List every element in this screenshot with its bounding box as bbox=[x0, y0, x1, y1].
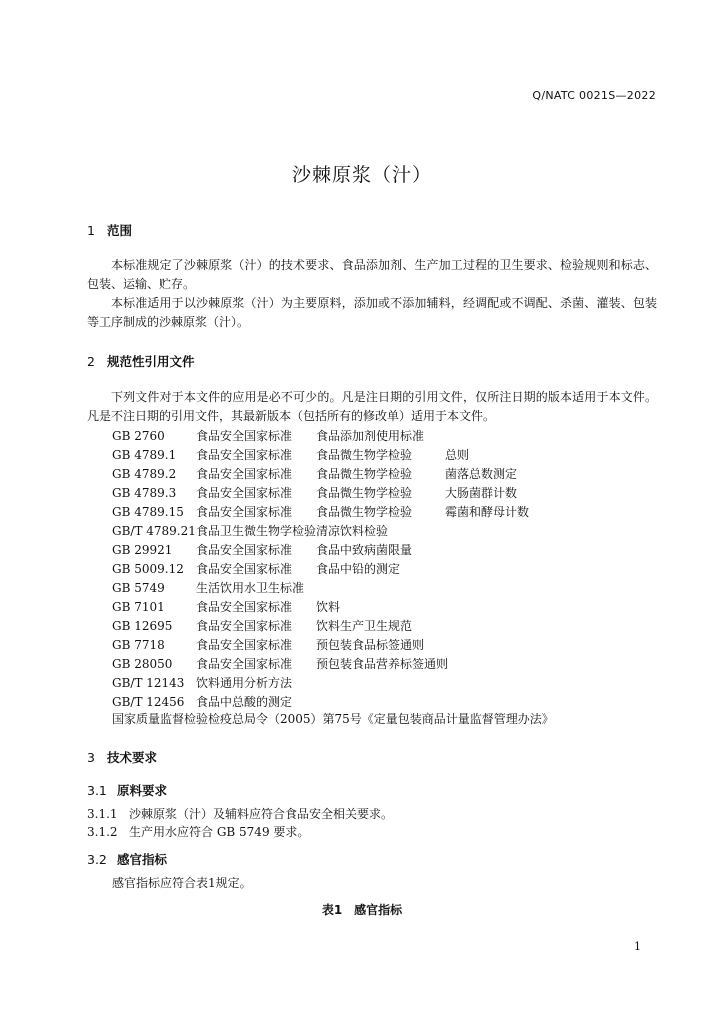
decree-reference: 国家质量监督检验检疫总局令（2005）第75号《定量包装商品计量监督管理办法》 bbox=[112, 712, 554, 726]
reference-code: GB 7101 bbox=[112, 600, 165, 614]
subsection-3-1-heading bbox=[87, 781, 167, 799]
section-1-heading bbox=[87, 221, 132, 239]
section-number: 2 bbox=[87, 354, 95, 369]
clause-text: 生产用水应符合 GB 5749 要求。 bbox=[129, 825, 310, 839]
scope-paragraph-1: 本标准规定了沙棘原浆（汁）的技术要求、食品添加剂、生产加工过程的卫生要求、检验规则和标志、包装、运输、贮存。 bbox=[87, 258, 657, 291]
reference-title-part-1: 食品安全国家标准 bbox=[196, 448, 293, 462]
section-title: 范围 bbox=[107, 223, 133, 238]
reference-code: GB 12695 bbox=[112, 619, 173, 633]
subsection-title: 原料要求 bbox=[117, 783, 168, 798]
sensory-requirement-text: 感官指标应符合表1规定。 bbox=[112, 876, 252, 890]
reference-title-part-1: 饮料通用分析方法 bbox=[196, 676, 293, 690]
reference-title-part-2: 饮料 bbox=[316, 600, 341, 614]
section-2-heading bbox=[87, 352, 195, 370]
reference-title-part-2: 食品中致病菌限量 bbox=[316, 543, 413, 557]
section-title: 技术要求 bbox=[107, 750, 158, 765]
reference-code: GB 5749 bbox=[112, 581, 165, 595]
reference-code: GB 7718 bbox=[112, 638, 165, 652]
reference-title-part-3: 大肠菌群计数 bbox=[445, 486, 518, 500]
subsection-3-2-heading bbox=[87, 850, 167, 868]
reference-title-part-1: 食品安全国家标准 bbox=[196, 657, 293, 671]
reference-title-part-1: 食品安全国家标准 bbox=[196, 638, 293, 652]
reference-code: GB 4789.2 bbox=[112, 467, 177, 481]
page-title: 沙棘原浆（汁） bbox=[291, 164, 432, 186]
scope-paragraph-2: 本标准适用于以沙棘原浆（汁）为主要原料，添加或不添加辅料，经调配或不调配、杀菌、灌装、包装等工序制成的沙棘原浆（汁）。 bbox=[87, 296, 657, 329]
reference-title-part-3: 菌落总数测定 bbox=[445, 467, 518, 481]
reference-code: GB 4789.3 bbox=[112, 486, 177, 500]
reference-title-part-1: 食品安全国家标准 bbox=[196, 429, 293, 443]
clause-number: 3.1.1 bbox=[87, 807, 118, 821]
section-3-heading bbox=[87, 748, 157, 766]
clause-text: 沙棘原浆（汁）及辅料应符合食品安全相关要求。 bbox=[129, 807, 394, 821]
table-caption: 表1 感官指标 bbox=[321, 903, 403, 917]
reference-title-part-1: 食品卫生微生物学检验 bbox=[196, 524, 317, 538]
standard-code: Q/NATC 0021S—2022 bbox=[532, 89, 656, 102]
reference-title-part-1: 食品安全国家标准 bbox=[196, 619, 293, 633]
reference-code: GB 4789.1 bbox=[112, 448, 177, 462]
reference-code: GB 28050 bbox=[112, 657, 173, 671]
reference-code: GB/T 12143 bbox=[112, 676, 185, 690]
clause-3-1-2 bbox=[87, 823, 309, 842]
reference-title-part-2: 食品添加剂使用标准 bbox=[316, 429, 425, 443]
reference-title-part-1: 食品安全国家标准 bbox=[196, 562, 293, 576]
reference-title-part-2: 预包装食品营养标签通则 bbox=[316, 657, 449, 671]
reference-title-part-1: 食品安全国家标准 bbox=[196, 467, 293, 481]
section-number: 3 bbox=[87, 750, 95, 765]
reference-title-part-1: 生活饮用水卫生标准 bbox=[196, 581, 305, 595]
reference-title-part-3: 霉菌和酵母计数 bbox=[445, 505, 530, 519]
reference-title-part-2: 食品中铅的测定 bbox=[316, 562, 401, 576]
reference-title-part-2: 清凉饮料检验 bbox=[316, 524, 389, 538]
section-number: 1 bbox=[87, 223, 95, 238]
reference-title-part-2: 食品微生物学检验 bbox=[316, 448, 413, 462]
references-intro: 下列文件对于本文件的应用是必不可少的。凡是注日期的引用文件，仅所注日期的版本适用于本文件。凡是不注日期的引用文件，其最新版本（包括所有的修改单）适用于本文件。 bbox=[87, 390, 657, 423]
reference-title-part-1: 食品安全国家标准 bbox=[196, 600, 293, 614]
reference-title-part-1: 食品中总酸的测定 bbox=[196, 695, 293, 709]
reference-code: GB 4789.15 bbox=[112, 505, 184, 519]
clause-3-1-1 bbox=[87, 805, 393, 824]
reference-title-part-2: 饮料生产卫生规范 bbox=[316, 619, 413, 633]
reference-title-part-3: 总则 bbox=[445, 448, 470, 462]
reference-title-part-2: 食品微生物学检验 bbox=[316, 486, 413, 500]
reference-title-part-1: 食品安全国家标准 bbox=[196, 505, 293, 519]
subsection-number: 3.2 bbox=[87, 852, 107, 867]
clause-number: 3.1.2 bbox=[87, 825, 118, 839]
subsection-number: 3.1 bbox=[87, 783, 107, 798]
page-number: 1 bbox=[634, 940, 641, 953]
reference-code: GB 29921 bbox=[112, 543, 173, 557]
reference-title-part-2: 预包装食品标签通则 bbox=[316, 638, 425, 652]
reference-code: GB/T 12456 bbox=[112, 695, 185, 709]
reference-title-part-1: 食品安全国家标准 bbox=[196, 543, 293, 557]
section-title: 规范性引用文件 bbox=[107, 354, 195, 369]
reference-title-part-2: 食品微生物学检验 bbox=[316, 505, 413, 519]
reference-title-part-1: 食品安全国家标准 bbox=[196, 486, 293, 500]
reference-title-part-2: 食品微生物学检验 bbox=[316, 467, 413, 481]
reference-code: GB/T 4789.21 bbox=[112, 524, 196, 538]
subsection-title: 感官指标 bbox=[117, 852, 168, 867]
reference-code: GB 2760 bbox=[112, 429, 165, 443]
reference-code: GB 5009.12 bbox=[112, 562, 184, 576]
